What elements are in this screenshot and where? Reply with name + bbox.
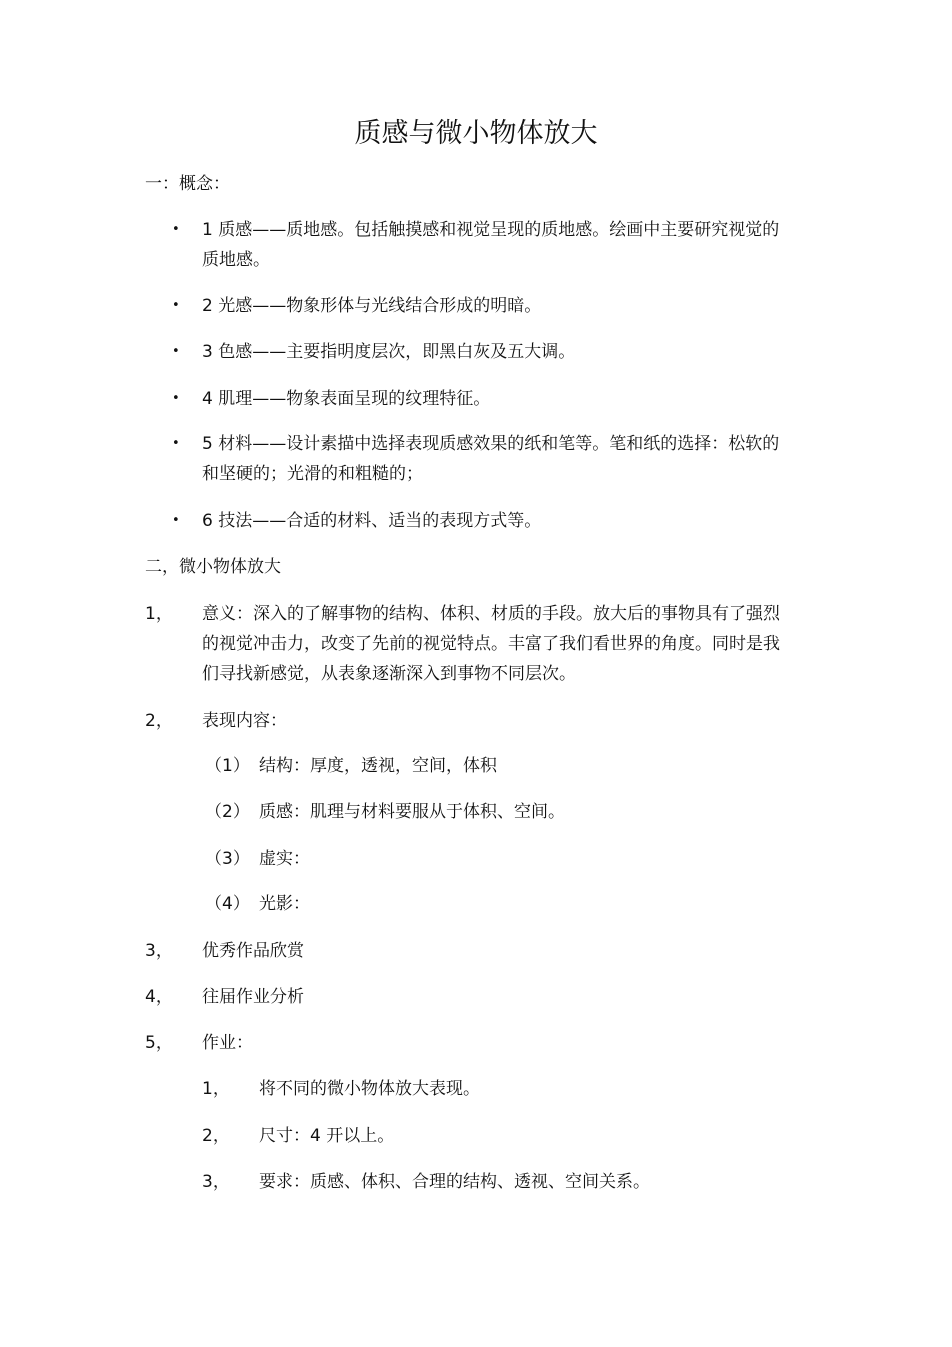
item-text: 往届作业分析 xyxy=(202,987,304,1007)
bullet-icon: • xyxy=(172,222,180,237)
list-item: 5 材料——设计素描中选择表现质感效果的纸和笔等。笔和纸的选择：松软的 xyxy=(202,434,780,454)
sub-item-text: 将不同的微小物体放大表现。 xyxy=(259,1079,480,1099)
section-heading-magnification: 二，微小物体放大 xyxy=(145,557,281,577)
bullet-icon: • xyxy=(172,436,180,451)
item-text-continuation: 的视觉冲击力，改变了先前的视觉特点。丰富了我们看世界的角度。同时是我 xyxy=(202,634,780,654)
item-text-content: 表现内容： xyxy=(202,711,287,731)
list-item: 2 光感——物象形体与光线结合形成的明暗。 xyxy=(202,296,542,316)
item-text-meaning: 意义：深入的了解事物的结构、体积、材质的手段。放大后的事物具有了强烈 xyxy=(202,604,780,624)
sub-item-text: 结构：厚度，透视，空间，体积 xyxy=(259,756,497,776)
sub-item-number: （2） xyxy=(205,802,250,822)
section-heading-concepts: 一：概念： xyxy=(145,174,230,194)
item-text-homework: 作业： xyxy=(202,1033,253,1053)
sub-item-text: 尺寸：4 开以上。 xyxy=(259,1126,395,1146)
list-item-continuation: 和坚硬的；光滑的和粗糙的； xyxy=(202,464,423,484)
item-number: 3， xyxy=(145,941,173,961)
sub-item-text: 虚实： xyxy=(259,849,310,869)
sub-item-number: 1， xyxy=(202,1079,230,1099)
item-text: 优秀作品欣赏 xyxy=(202,941,304,961)
list-item: 1 质感——质地感。包括触摸感和视觉呈现的质地感。绘画中主要研究视觉的 xyxy=(202,220,780,240)
list-item-continuation: 质地感。 xyxy=(202,250,270,270)
list-item: 3 色感——主要指明度层次，即黑白灰及五大调。 xyxy=(202,342,576,362)
sub-item-text: 光影： xyxy=(259,894,310,914)
item-number: 5， xyxy=(145,1033,173,1053)
bullet-icon: • xyxy=(172,513,180,528)
item-number: 2， xyxy=(145,711,173,731)
page-title: 质感与微小物体放大 xyxy=(354,118,598,149)
bullet-icon: • xyxy=(172,344,180,359)
sub-item-text: 要求：质感、体积、合理的结构、透视、空间关系。 xyxy=(259,1172,650,1192)
list-item: 4 肌理——物象表面呈现的纹理特征。 xyxy=(202,389,491,409)
list-item: 6 技法——合适的材料、适当的表现方式等。 xyxy=(202,511,542,531)
sub-item-number: 2， xyxy=(202,1126,230,1146)
sub-item-text: 质感：肌理与材料要服从于体积、空间。 xyxy=(259,802,565,822)
sub-item-number: 3， xyxy=(202,1172,230,1192)
sub-item-number: （3） xyxy=(205,849,250,869)
bullet-icon: • xyxy=(172,391,180,406)
sub-item-number: （1） xyxy=(205,756,250,776)
sub-item-number: （4） xyxy=(205,894,250,914)
bullet-icon: • xyxy=(172,298,180,313)
item-text-continuation: 们寻找新感觉，从表象逐渐深入到事物不同层次。 xyxy=(202,664,576,684)
item-number: 4， xyxy=(145,987,173,1007)
item-number: 1， xyxy=(145,604,173,624)
